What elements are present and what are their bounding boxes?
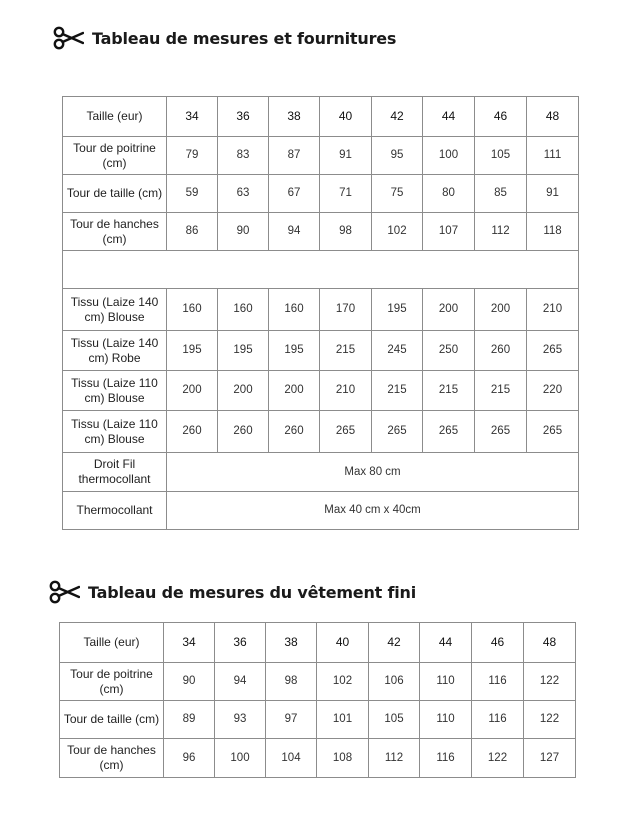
table-cell: 71 [320,175,372,213]
table-cell: 110 [420,663,472,701]
note-value: Max 80 cm [167,453,579,492]
table-cell: 265 [320,411,372,453]
table-cell: 112 [475,213,527,251]
row-label: Tissu (Laize 140 cm) Blouse [63,289,167,331]
table-cell: 116 [472,701,524,739]
table-cell: 245 [372,331,423,371]
table-cell: 80 [423,175,475,213]
row-label: Tour de taille (cm) [60,701,164,739]
size-44: 44 [420,623,472,663]
table-cell: 75 [372,175,423,213]
size-34: 34 [164,623,215,663]
table-cell: 98 [320,213,372,251]
row-label: Droit Fil thermocollant [63,453,167,492]
table-cell: 98 [266,663,317,701]
table-cell: 260 [475,331,527,371]
table-row [63,331,579,371]
table-cell: 59 [167,175,218,213]
section-title-text: Tableau de mesures du vêtement fini [88,582,416,602]
size-40: 40 [320,97,372,137]
table-cell: 122 [472,739,524,778]
table-header-row [60,623,576,663]
table-cell: 260 [167,411,218,453]
table-cell: 107 [423,213,475,251]
table-cell: 90 [164,663,215,701]
size-48: 48 [524,623,576,663]
size-46: 46 [475,97,527,137]
size-header-label: Taille (eur) [60,623,164,663]
table-row [63,492,579,530]
size-36: 36 [215,623,266,663]
table-cell: 200 [423,289,475,331]
section-title-text: Tableau de mesures et fournitures [92,28,397,48]
table-cell: 79 [167,137,218,175]
table-cell: 100 [215,739,266,778]
table-cell: 265 [527,331,579,371]
size-38: 38 [266,623,317,663]
table-cell: 195 [269,331,320,371]
table-cell: 110 [420,701,472,739]
table-cell: 160 [218,289,269,331]
table-cell: 91 [527,175,579,213]
size-header-label: Taille (eur) [63,97,167,137]
table-cell: 95 [372,137,423,175]
table-cell: 265 [475,411,527,453]
row-label: Tour de poitrine (cm) [63,137,167,175]
section-title-finished-garment [48,580,416,604]
size-40: 40 [317,623,369,663]
table-row [63,175,579,213]
table-cell: 220 [527,371,579,411]
row-label: Tissu (Laize 140 cm) Robe [63,331,167,371]
row-label: Tour de hanches (cm) [63,213,167,251]
table-cell: 85 [475,175,527,213]
table-cell: 250 [423,331,475,371]
spacer-row [63,251,579,289]
size-36: 36 [218,97,269,137]
table-cell: 118 [527,213,579,251]
table-cell: 90 [218,213,269,251]
table-cell: 265 [372,411,423,453]
size-46: 46 [472,623,524,663]
table-cell: 106 [369,663,420,701]
table-cell: 215 [320,331,372,371]
scissors-icon [48,580,80,604]
table-cell: 200 [269,371,320,411]
note-value: Max 40 cm x 40cm [167,492,579,530]
table-cell: 89 [164,701,215,739]
row-label: Tour de hanches (cm) [60,739,164,778]
table-cell: 104 [266,739,317,778]
table-cell: 105 [369,701,420,739]
table-cell: 215 [475,371,527,411]
table-cell: 195 [167,331,218,371]
row-label: Tissu (Laize 110 cm) Blouse [63,411,167,453]
row-label: Tissu (Laize 110 cm) Blouse [63,371,167,411]
table-cell: 122 [524,663,576,701]
row-label: Thermocollant [63,492,167,530]
table-cell: 200 [475,289,527,331]
table-cell: 170 [320,289,372,331]
size-44: 44 [423,97,475,137]
table-cell: 83 [218,137,269,175]
table-cell: 122 [524,701,576,739]
table-cell: 260 [218,411,269,453]
table-cell: 260 [269,411,320,453]
row-label: Tour de taille (cm) [63,175,167,213]
table-cell: 105 [475,137,527,175]
table-row [63,371,579,411]
table-header-row [63,97,579,137]
section-title-measurements-supplies [52,26,396,50]
table-cell: 210 [320,371,372,411]
table-cell: 200 [218,371,269,411]
table-cell: 111 [527,137,579,175]
table-cell: 127 [524,739,576,778]
size-34: 34 [167,97,218,137]
table-cell: 97 [266,701,317,739]
table-row [63,289,579,331]
table-cell: 102 [317,663,369,701]
table-cell: 86 [167,213,218,251]
table-cell: 160 [167,289,218,331]
table-cell: 108 [317,739,369,778]
table-cell: 116 [420,739,472,778]
size-38: 38 [269,97,320,137]
table-cell: 265 [423,411,475,453]
table-row [60,663,576,701]
spacer-cell [63,251,579,289]
table-cell: 91 [320,137,372,175]
table-cell: 195 [372,289,423,331]
size-42: 42 [372,97,423,137]
size-48: 48 [527,97,579,137]
table-cell: 94 [269,213,320,251]
table-cell: 116 [472,663,524,701]
table-cell: 96 [164,739,215,778]
table-row [63,137,579,175]
finished-garment-table [59,622,576,778]
table-row [60,701,576,739]
table-row [63,411,579,453]
table-cell: 200 [167,371,218,411]
table-cell: 94 [215,663,266,701]
measurements-supplies-table [62,96,579,530]
table-cell: 265 [527,411,579,453]
scissors-icon [52,26,84,50]
row-label: Tour de poitrine (cm) [60,663,164,701]
table-cell: 67 [269,175,320,213]
table-cell: 160 [269,289,320,331]
table-cell: 100 [423,137,475,175]
table-cell: 93 [215,701,266,739]
table-cell: 63 [218,175,269,213]
table-cell: 195 [218,331,269,371]
table-cell: 210 [527,289,579,331]
table-cell: 102 [372,213,423,251]
table-row [60,739,576,778]
table-row [63,453,579,492]
table-cell: 87 [269,137,320,175]
table-cell: 215 [423,371,475,411]
size-42: 42 [369,623,420,663]
table-cell: 215 [372,371,423,411]
table-row [63,213,579,251]
table-cell: 112 [369,739,420,778]
table-cell: 101 [317,701,369,739]
